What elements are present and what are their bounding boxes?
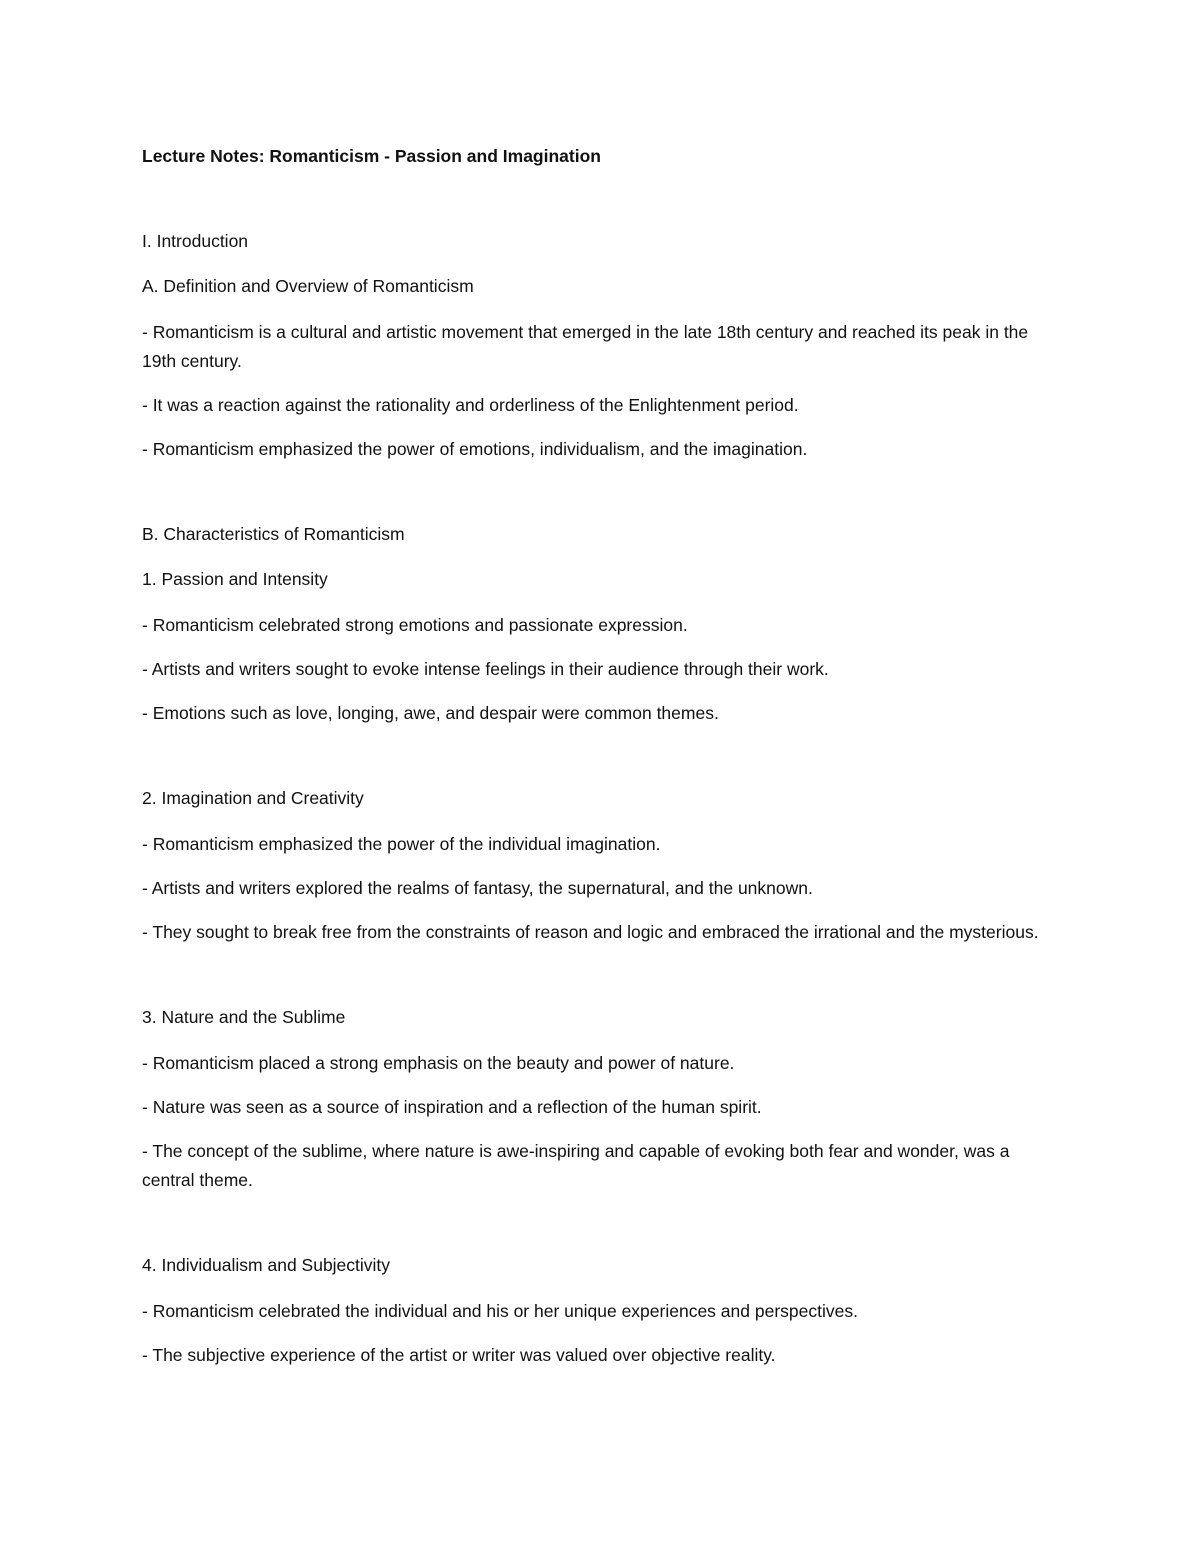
bullet-point: - It was a reaction against the rationality and orderliness of the Enlightenment period. xyxy=(142,395,799,415)
bullet-point: - Nature was seen as a source of inspiration and a reflection of the human spirit. xyxy=(142,1097,762,1117)
bullet-point: - Romanticism celebrated the individual and his or her unique experiences and perspectives. xyxy=(142,1301,858,1321)
subsection-heading-definition: A. Definition and Overview of Romanticism xyxy=(142,276,474,296)
bullet-point: - Romanticism is a cultural and artistic movement that emerged in the late 18th century and reached its peak in the 19th century. xyxy=(142,322,1029,371)
bullet-point: - The subjective experience of the artist or writer was valued over objective reality. xyxy=(142,1345,776,1365)
bullet-point: - Romanticism celebrated strong emotions and passionate expression. xyxy=(142,615,688,635)
item-heading-imagination: 2. Imagination and Creativity xyxy=(142,788,364,808)
section-heading-introduction: I. Introduction xyxy=(142,231,249,251)
bullet-point: - Artists and writers sought to evoke intense feelings in their audience through their work. xyxy=(142,659,829,679)
bullet-point: - Emotions such as love, longing, awe, and despair were common themes. xyxy=(142,703,719,723)
bullet-point: - Romanticism emphasized the power of the individual imagination. xyxy=(142,834,661,854)
item-heading-passion: 1. Passion and Intensity xyxy=(142,569,328,589)
subsection-heading-characteristics: B. Characteristics of Romanticism xyxy=(142,524,405,544)
bullet-point: - They sought to break free from the constraints of reason and logic and embraced the irrational and the mysterious. xyxy=(142,922,1039,942)
document-content xyxy=(142,143,1060,1385)
bullet-point: - The concept of the sublime, where nature is awe-inspiring and capable of evoking both fear and wonder, was a central theme. xyxy=(142,1141,1010,1190)
page-title: Lecture Notes: Romanticism - Passion and Imagination xyxy=(142,146,601,166)
section-spacer xyxy=(142,743,1060,785)
section-spacer xyxy=(142,1210,1060,1252)
item-heading-nature: 3. Nature and the Sublime xyxy=(142,1007,346,1027)
bullet-point: - Romanticism placed a strong emphasis on the beauty and power of nature. xyxy=(142,1053,735,1073)
bullet-point: - Romanticism emphasized the power of emotions, individualism, and the imagination. xyxy=(142,439,808,459)
section-spacer xyxy=(142,962,1060,1004)
bullet-point: - Artists and writers explored the realms of fantasy, the supernatural, and the unknown. xyxy=(142,878,813,898)
item-heading-individualism: 4. Individualism and Subjectivity xyxy=(142,1255,391,1275)
section-spacer xyxy=(142,479,1060,521)
